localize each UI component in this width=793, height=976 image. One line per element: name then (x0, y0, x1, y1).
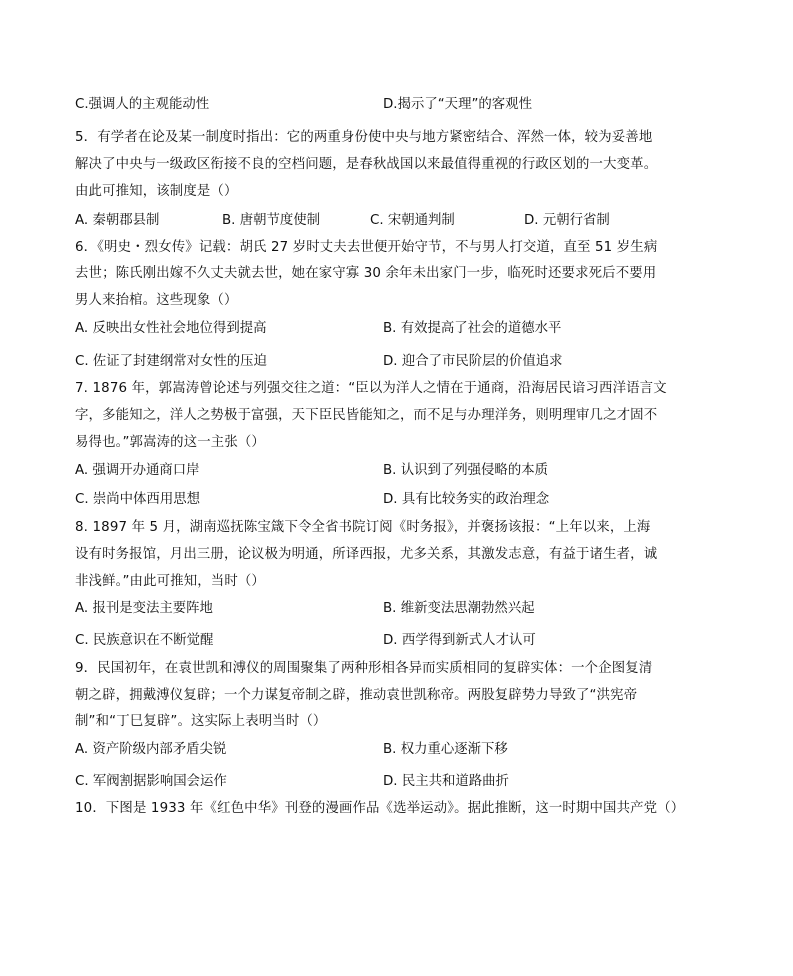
q7-stem-line-3: 易得也。”郭嵩涛的这一主张（） (75, 435, 265, 450)
q6-stem-line-3: 男人来抬棺。这些现象（） (75, 293, 238, 308)
q9-option-c[interactable]: C. 军阀割据影响国会运作 (75, 774, 227, 789)
q8-stem-line-3: 非浅鲜。”由此可推知，当时（） (75, 574, 265, 589)
q7-stem-line-2: 字，多能知之，洋人之势极于富强，天下臣民皆能知之，而不足与办理洋务，则明理审几之才固不 (75, 408, 658, 423)
q5-option-a[interactable]: A. 秦朝郡县制 (75, 213, 160, 228)
q5-stem-line-3: 由此可推知，该制度是（） (75, 184, 238, 199)
q8-option-b[interactable]: B. 维新变法思潮勃然兴起 (383, 601, 535, 616)
q9-option-a[interactable]: A. 资产阶级内部矛盾尖锐 (75, 742, 227, 757)
q4-option-d[interactable]: D.揭示了“天理”的客观性 (383, 97, 532, 112)
q7-option-a[interactable]: A. 强调开办通商口岸 (75, 463, 200, 478)
q9-option-d[interactable]: D. 民主共和道路曲折 (383, 774, 509, 789)
q6-option-a[interactable]: A. 反映出女性社会地位得到提高 (75, 321, 267, 336)
q8-option-d[interactable]: D. 西学得到新式人才认可 (383, 633, 536, 648)
q9-option-b[interactable]: B. 权力重心逐渐下移 (383, 742, 508, 757)
q6-stem-line-2: 去世；陈氏刚出嫁不久丈夫就去世，她在家守寡 30 余年未出家门一步，临死时还要求死后不要用 (75, 266, 657, 281)
q10-stem-line-1: 10．下图是 1933 年《红色中华》刊登的漫画作品《选举运动》。据此推断，这一时期中国共产党（） (75, 801, 685, 816)
q7-option-d[interactable]: D. 具有比较务实的政治理念 (383, 492, 550, 507)
q5-option-d[interactable]: D. 元朝行省制 (524, 213, 610, 228)
q9-stem-line-3: 制”和“丁巳复辟”。这实际上表明当时（） (75, 714, 327, 729)
q6-option-c[interactable]: C. 佐证了封建纲常对女性的压迫 (75, 354, 267, 369)
q5-stem-line-2: 解决了中央与一级政区衔接不良的空档问题，是春秋战国以来最值得重视的行政区划的一大变革。 (75, 157, 658, 172)
q7-stem-line-1: 7. 1876 年，郭嵩涛曾论述与列强交往之道：“臣以为洋人之情在于通商，沿海居民谙习西洋语言文 (75, 381, 667, 396)
q5-option-c[interactable]: C. 宋朝通判制 (370, 213, 455, 228)
q6-option-b[interactable]: B. 有效提高了社会的道德水平 (383, 321, 562, 336)
q8-option-a[interactable]: A. 报刊是变法主要阵地 (75, 601, 213, 616)
q5-stem-line-1: 5．有学者在论及某一制度时指出：它的两重身份使中央与地方紧密结合、浑然一体，较为妥善地 (75, 130, 653, 145)
q8-stem-line-2: 设有时务报馆，月出三册，论议极为明通，所译西报，尤多关系，其激发志意，有益于诸生者，诚 (75, 547, 658, 562)
q8-stem-line-1: 8. 1897 年 5 月，湖南巡抚陈宝箴下令全省书院订阅《时务报》，并褒扬该报：“上年以来，上海 (75, 520, 651, 535)
q7-option-b[interactable]: B. 认识到了列强侵略的本质 (383, 463, 548, 478)
q6-stem-line-1: 6．《明史・烈女传》记载：胡氏 27 岁时丈夫去世便开始守节，不与男人打交道，直至 51 岁生病 (75, 240, 658, 255)
q9-stem-line-2: 朝之辟，拥戴溥仪复辟；一个力谋复帝制之辟，推动袁世凯称帝。两股复辟势力导致了“洪宪帝 (75, 688, 638, 703)
q6-option-d[interactable]: D. 迎合了市民阶层的价值追求 (383, 354, 563, 369)
q8-option-c[interactable]: C. 民族意识在不断觉醒 (75, 633, 214, 648)
q5-option-b[interactable]: B. 唐朝节度使制 (222, 213, 321, 228)
q7-option-c[interactable]: C. 崇尚中体西用思想 (75, 492, 200, 507)
q9-stem-line-1: 9．民国初年，在袁世凯和溥仪的周围聚集了两种形相各异而实质相同的复辟实体：一个企图复清 (75, 661, 653, 676)
q4-option-c[interactable]: C.强调人的主观能动性 (75, 97, 210, 112)
